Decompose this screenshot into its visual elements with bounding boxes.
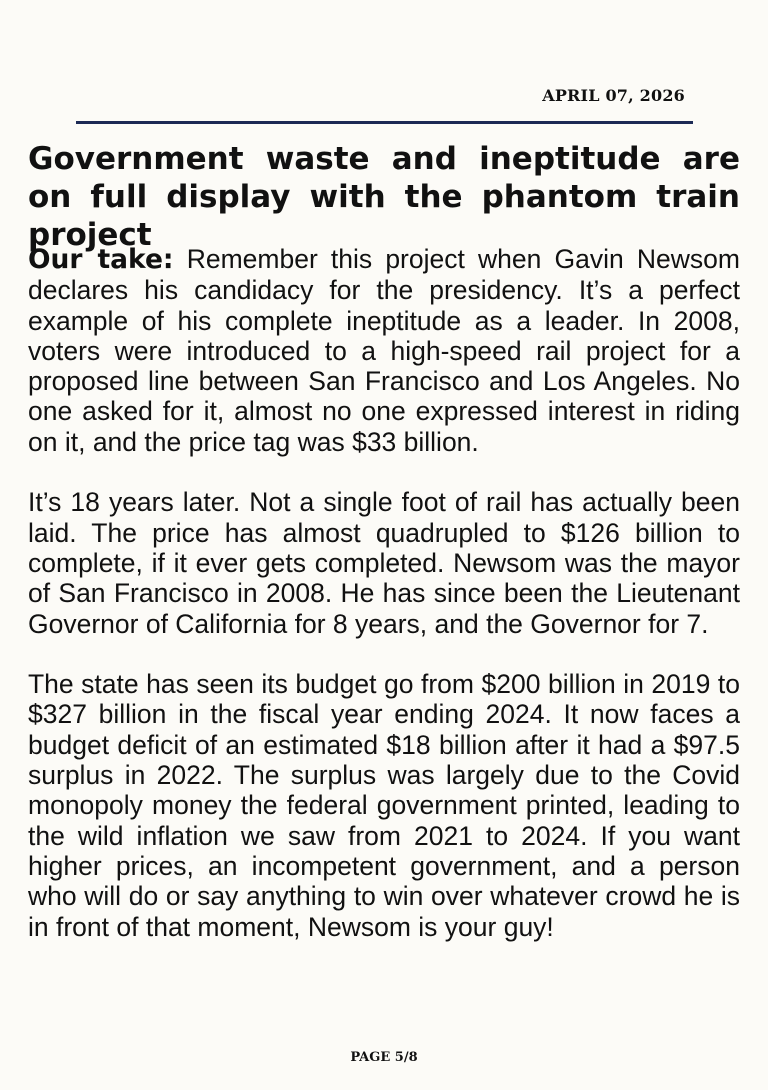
article-headline: Government waste and ineptitude are on full display with the phantom train project [28, 141, 740, 253]
article-date: APRIL 07, 2026 [542, 86, 685, 105]
paragraph-1-text: Remember this project when Gavin Newsom declares his candidacy for the presidency. It’s a perfect example of his complete ineptitude as a leader. In 2008, voters were introduced to a high-speed rail project for a proposed line between San Francisco and Los Angeles. No one asked for it, almost no one expressed interest in riding on it, and the price tag was $33 billion. [28, 244, 740, 457]
article-paragraph-2: It’s 18 years later. Not a single foot of rail has actually been laid. The price has almost quadrupled to $126 billion to complete, if it ever gets completed. Newsom was the mayor of San Francisco in 2008. He has since been the Lieutenant Governor of California for 8 years, and the Governor for 7. [28, 487, 740, 639]
header-divider [76, 121, 693, 124]
page-number: PAGE 5/8 [350, 1050, 418, 1065]
lead-label: Our take: [28, 244, 174, 275]
article-paragraph-3: The state has seen its budget go from $200 billion in 2019 to $327 billion in the fiscal year ending 2024. It now faces a budget deficit of an estimated $18 billion after it had a $97.5 surplus in 2022. The surplus was largely due to the Covid monopoly money the federal government printed, leading to the wild inflation we saw from 2021 to 2024. If you want higher prices, an incompetent government, and a person who will do or say anything to win over whatever crowd he is in front of that moment, Newsom is your guy! [28, 669, 740, 942]
article-body [28, 244, 740, 972]
article-paragraph-1 [28, 244, 740, 457]
